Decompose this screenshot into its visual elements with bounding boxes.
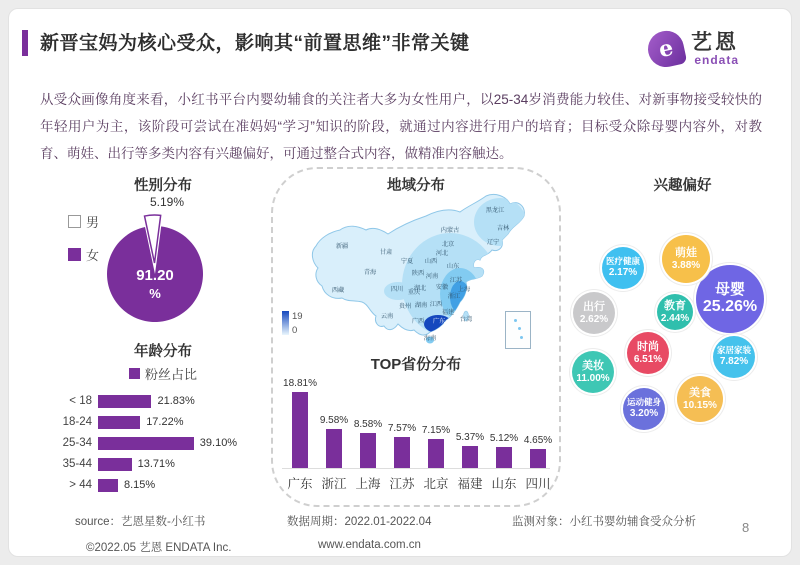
province-bar bbox=[394, 437, 410, 468]
footer-period: 数据周期：2022.01-2022.04 bbox=[287, 516, 432, 528]
province-name: 北京 bbox=[423, 477, 449, 491]
map-color-scale bbox=[282, 311, 303, 337]
province-name: 广东 bbox=[287, 477, 313, 491]
china-map bbox=[290, 190, 540, 348]
province-label: 云南 bbox=[380, 313, 394, 320]
province-bar bbox=[530, 449, 546, 468]
age-bar bbox=[98, 458, 132, 471]
province-label: 陕西 bbox=[411, 270, 425, 277]
gender-section-title: 性别分布 bbox=[134, 178, 192, 194]
province-value: 8.58% bbox=[353, 419, 383, 431]
province-label: 江西 bbox=[429, 301, 443, 308]
province-value: 5.37% bbox=[455, 432, 485, 444]
age-category-label: 35-44 bbox=[62, 458, 92, 470]
legend-swatch bbox=[68, 248, 81, 261]
age-category-label: 25-34 bbox=[62, 437, 92, 449]
age-bar-row bbox=[48, 415, 280, 429]
province-bar bbox=[326, 429, 342, 468]
scale-gradient-bar bbox=[282, 311, 289, 335]
interests-section-title: 兴趣偏好 bbox=[653, 178, 712, 194]
bubble-value: 3.88% bbox=[671, 259, 701, 271]
province-label: 内蒙古 bbox=[440, 227, 460, 234]
province-value: 9.58% bbox=[319, 415, 349, 427]
bubble-value: 2.17% bbox=[608, 267, 638, 279]
province-name: 上海 bbox=[355, 477, 381, 491]
province-name: 福建 bbox=[457, 477, 483, 491]
bubble-value: 3.20% bbox=[629, 408, 659, 420]
age-bar bbox=[98, 437, 194, 450]
pie-callout-label: 5.19% bbox=[149, 195, 185, 209]
fans-ratio-legend-swatch bbox=[129, 368, 140, 379]
interest-bubble bbox=[623, 388, 665, 430]
bubble-value: 6.51% bbox=[633, 353, 663, 365]
age-bar-value: 13.71% bbox=[137, 458, 175, 470]
age-bar bbox=[98, 479, 118, 492]
region-section-title: 地域分布 bbox=[387, 178, 445, 194]
interest-bubble bbox=[602, 247, 644, 289]
province-label: 河北 bbox=[435, 250, 449, 257]
footer-copyright: ©2022.05 艺恩 ENDATA Inc. bbox=[86, 542, 232, 554]
age-section-title: 年龄分布 bbox=[134, 344, 192, 360]
brand-name-cn: 艺恩 bbox=[691, 30, 739, 54]
province-label: 福建 bbox=[441, 309, 455, 316]
age-bar-value: 21.83% bbox=[157, 395, 195, 407]
province-label: 安徽 bbox=[435, 284, 449, 291]
bubble-label: 出行 bbox=[583, 300, 605, 313]
title-accent-bar bbox=[22, 30, 28, 56]
bubble-label: 医疗健康 bbox=[605, 256, 640, 267]
bubble-value: 10.15% bbox=[683, 399, 717, 411]
legend-label: 男 bbox=[86, 215, 100, 230]
provinces-section-title: TOP省份分布 bbox=[370, 356, 462, 373]
province-label: 台湾 bbox=[459, 316, 473, 323]
gender-pie-chart bbox=[55, 192, 285, 352]
fans-ratio-label: 粉丝占比 bbox=[144, 367, 197, 382]
pie-center-label: 91.20 bbox=[136, 267, 174, 284]
age-bar-value: 8.15% bbox=[123, 479, 156, 491]
province-label: 宁夏 bbox=[400, 258, 414, 265]
interest-bubble bbox=[573, 292, 615, 334]
province-label: 河南 bbox=[425, 273, 439, 280]
age-legend bbox=[48, 364, 278, 383]
province-label: 江苏 bbox=[449, 277, 463, 284]
footer-website: www.endata.com.cn bbox=[318, 539, 421, 551]
province-label: 贵州 bbox=[398, 303, 412, 310]
province-label: 上海 bbox=[457, 286, 471, 293]
legend-label: 女 bbox=[86, 248, 100, 263]
bubble-label: 家居家装 bbox=[716, 345, 751, 356]
province-value: 18.81% bbox=[283, 378, 317, 389]
province-label: 甘肃 bbox=[379, 249, 393, 256]
province-name: 四川 bbox=[525, 477, 551, 491]
brand-name-en: endata bbox=[694, 52, 739, 67]
age-bar-chart bbox=[48, 394, 280, 499]
province-name: 江苏 bbox=[389, 477, 415, 491]
province-value: 4.65% bbox=[523, 435, 553, 447]
interest-bubble bbox=[572, 351, 614, 393]
province-label: 浙江 bbox=[447, 293, 461, 300]
age-bar-row bbox=[48, 478, 280, 492]
interest-bubble-chart bbox=[565, 170, 800, 462]
bubble-label: 运动健身 bbox=[626, 397, 661, 408]
age-bar-value: 17.22% bbox=[146, 416, 184, 428]
province-label: 新疆 bbox=[335, 243, 349, 250]
bubble-label: 母婴 bbox=[714, 281, 745, 299]
province-bar bbox=[428, 439, 444, 468]
age-bar-row bbox=[48, 457, 280, 471]
bubble-value: 25.26% bbox=[702, 298, 758, 316]
bubble-value: 11.00% bbox=[576, 372, 610, 384]
province-bar-chart bbox=[280, 372, 552, 497]
age-category-label: > 44 bbox=[69, 479, 92, 491]
province-label: 湖南 bbox=[414, 302, 428, 309]
province-label: 海南 bbox=[423, 335, 437, 342]
province-label: 重庆 bbox=[407, 289, 421, 296]
brand-logo bbox=[648, 24, 778, 74]
province-label: 广西 bbox=[411, 318, 425, 325]
interest-bubble bbox=[627, 332, 669, 374]
interest-bubble bbox=[696, 265, 764, 333]
interest-bubble bbox=[657, 294, 693, 330]
age-bar-row bbox=[48, 436, 280, 450]
province-label: 广东 bbox=[432, 318, 446, 325]
scale-min-label: 0 bbox=[292, 325, 298, 336]
interest-bubble bbox=[713, 336, 755, 378]
province-label: 山东 bbox=[446, 263, 460, 270]
bubble-label: 时尚 bbox=[637, 340, 659, 353]
south-china-sea-inset bbox=[505, 311, 531, 349]
province-value: 7.15% bbox=[421, 425, 451, 437]
axis-baseline bbox=[282, 468, 550, 469]
age-bar-row bbox=[48, 394, 280, 408]
page-title: 新晋宝妈为核心受众，影响其“前置思维”非常关键 bbox=[40, 33, 470, 54]
interest-bubble bbox=[662, 235, 710, 283]
pie-svg bbox=[95, 192, 285, 352]
age-category-label: < 18 bbox=[69, 395, 92, 407]
province-label: 辽宁 bbox=[486, 239, 500, 246]
bubble-label: 美妆 bbox=[582, 359, 604, 372]
bubble-value: 7.82% bbox=[719, 356, 749, 368]
province-label: 黑龙江 bbox=[485, 207, 505, 214]
bubble-value: 2.44% bbox=[660, 312, 690, 324]
bubble-label: 教育 bbox=[664, 299, 686, 312]
province-label: 吉林 bbox=[496, 225, 510, 232]
province-label: 四川 bbox=[390, 286, 404, 293]
province-value: 7.57% bbox=[387, 423, 417, 435]
scale-max-label: 19 bbox=[292, 311, 303, 322]
province-name: 山东 bbox=[491, 477, 517, 491]
province-bar bbox=[292, 392, 308, 468]
footer-monitor: 监测对象：小红书婴幼辅食受众分析 bbox=[512, 516, 696, 528]
age-bar bbox=[98, 395, 151, 408]
logo-e-icon: e bbox=[645, 28, 688, 71]
intro-paragraph: 从受众画像角度来看，小红书平台内婴幼辅食的关注者大多为女性用户，以25-34岁消费能力较佳、对新事物接受较快的年轻用户为主，该阶段可尝试在准妈妈“学习”知识的阶段，就通过内容进行用户的培育；目标受众除母婴内容外，对教育、萌娃、出行等多类内容有兴趣偏好，可通过整合式内容，做精准内容触达。 bbox=[40, 92, 762, 161]
province-label: 西藏 bbox=[331, 287, 345, 294]
province-label: 北京 bbox=[441, 241, 455, 248]
logo-text bbox=[691, 32, 739, 67]
bubble-value: 2.62% bbox=[579, 313, 609, 325]
province-label: 山西 bbox=[424, 258, 438, 265]
bubble-label: 美食 bbox=[689, 386, 711, 399]
province-value: 5.12% bbox=[489, 433, 519, 445]
province-label: 青海 bbox=[363, 269, 377, 276]
province-label: 湖北 bbox=[413, 285, 427, 292]
province-bar bbox=[496, 447, 512, 468]
page-number: 8 bbox=[742, 520, 750, 535]
province-name: 浙江 bbox=[321, 477, 347, 491]
province-bar bbox=[360, 433, 376, 468]
province-bar bbox=[462, 446, 478, 468]
pie-center-percent: % bbox=[149, 286, 161, 301]
age-bar bbox=[98, 416, 140, 429]
age-category-label: 18-24 bbox=[62, 416, 92, 428]
footer-source: source：艺恩星数-小红书 bbox=[75, 516, 206, 528]
interest-bubble bbox=[677, 376, 723, 422]
bubble-label: 萌娃 bbox=[675, 246, 697, 259]
age-bar-value: 39.10% bbox=[199, 437, 238, 449]
legend-swatch bbox=[68, 215, 81, 228]
